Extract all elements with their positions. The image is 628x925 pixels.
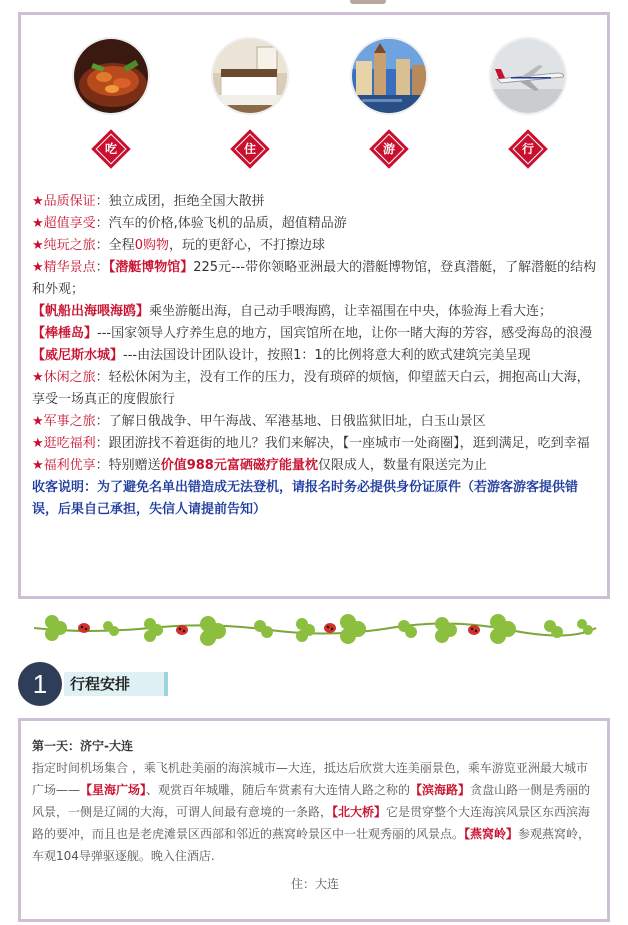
travel-feature <box>347 37 431 187</box>
section-title: 行程安排 <box>70 675 131 693</box>
stay-feature <box>208 37 292 187</box>
highlight-item: ★休闲之旅：轻松休闲为主，没有工作的压力，没有琐碎的烦恼，仰望蓝天白云，拥抱高山大海，享受一场真正的度假旅行 <box>32 370 590 407</box>
clover-vine-divider <box>30 604 598 650</box>
highlight-item: 【威尼斯水城】---由法国设计团队设计，按照1：1的比例将意大利的欧式建筑完美呈现 <box>32 348 531 363</box>
highlights-list <box>32 191 598 521</box>
stay-diamond-badge <box>230 129 270 169</box>
day-description: 指定时间机场集合 ，乘飞机赴美丽的海滨城市—大连，抵达后欣赏大连美丽景色，乘车游览亚洲最大城市广场——【星海广场】、观赏百年城雕，随后车赏素有大连情人路之称的【滨海路】贪盘山路一侧是秀丽的风景，一侧是辽阔的大海，可谓人间最有意境的一条路，【北大桥】它是贯穿整个大连海滨风景区东西滨海路的要冲，而且也是老虎滩景区西部和邻近的燕窝岭景区中一壮观秀丽的风景点。【燕窝岭】参观燕窝岭，车观104导弹驱逐舰。晚入住酒店. <box>32 761 591 863</box>
itinerary-card <box>18 718 610 922</box>
transport-diamond-badge <box>508 129 548 169</box>
top-decoration <box>350 0 386 4</box>
hotel-photo <box>211 37 289 115</box>
star-icon: ★ <box>32 436 44 451</box>
highlight-item: 【棒棰岛】---国家领导人疗养生息的地方，国宾馆所在地，让你一睹大海的芳容，感受海岛的浪漫 <box>32 326 593 341</box>
star-icon: ★ <box>32 458 44 473</box>
airplane-image <box>491 39 567 115</box>
feature-icons-row <box>21 37 607 187</box>
highlight-item: ★精华景点：【潜艇博物馆】225元---带你领略亚洲最大的潜艇博物馆，登真潜艇，了解潜艇的结构和外观； <box>32 260 597 297</box>
section-number-badge: 1 <box>18 662 62 706</box>
star-icon: ★ <box>32 260 44 275</box>
highlight-item: 【帆船出海喂海鸥】乘坐游艇出海，自己动手喂海鸥，让幸福围在中央，体验海上看大连； <box>32 304 553 319</box>
highlight-item: ★纯玩之旅：全程0购物，玩的更舒心，不打擦边球 <box>32 238 325 253</box>
highlight-item: ★超值享受：汽车的价格,体验飞机的品质，超值精品游 <box>32 216 347 231</box>
transport-feature <box>486 37 570 187</box>
eat-diamond-badge <box>91 129 131 169</box>
spot-name: 【星海广场】 <box>80 783 147 797</box>
star-icon: ★ <box>32 216 44 231</box>
highlight-item: ★福利优享：特别赠送价值988元富硒磁疗能量枕仅限成人，数量有限送完为止 <box>32 458 487 473</box>
itinerary-section-header <box>18 662 218 706</box>
star-icon: ★ <box>32 238 44 253</box>
eat-label: 吃 <box>104 142 117 156</box>
star-icon: ★ <box>32 414 44 429</box>
eat-feature <box>69 37 153 187</box>
overnight-location: 住：大连 <box>290 877 339 891</box>
european-town-image <box>352 39 428 115</box>
tour-diamond-badge <box>369 129 409 169</box>
highlights-card <box>18 12 610 599</box>
booking-notice: 收客说明：为了避免名单出错造成无法登机，请报名时务必提供身份证原件（若游客游客提供错误，后果自己承担，失信人请提前告知） <box>32 480 579 517</box>
star-icon: ★ <box>32 370 44 385</box>
stay-label: 住 <box>243 142 256 156</box>
town-photo <box>350 37 428 115</box>
food-photo <box>72 37 150 115</box>
spot-name: 【北大桥】 <box>332 805 387 819</box>
plane-photo <box>489 37 567 115</box>
spot-name: 【滨海路】 <box>410 783 471 797</box>
tour-label: 游 <box>382 142 395 156</box>
highlight-item: ★军事之旅：了解日俄战争、甲午海战、军港基地、日俄监狱旧址，白玉山景区 <box>32 414 486 429</box>
highlight-item: ★品质保证：独立成团，拒绝全国大散拼 <box>32 194 265 209</box>
food-image <box>74 39 150 115</box>
star-icon: ★ <box>32 194 44 209</box>
day-one-itinerary <box>32 735 598 895</box>
hotel-room-image <box>213 39 289 115</box>
transport-label: 行 <box>521 142 534 156</box>
spot-name: 【燕窝岭】 <box>464 827 519 841</box>
highlight-item: ★逛吃福利：跟团游找不着逛街的地儿？我们来解决，【一座城市一处商圈】，逛到满足，吃到幸福 <box>32 436 590 451</box>
day-title: 第一天：济宁-大连 <box>32 739 133 753</box>
